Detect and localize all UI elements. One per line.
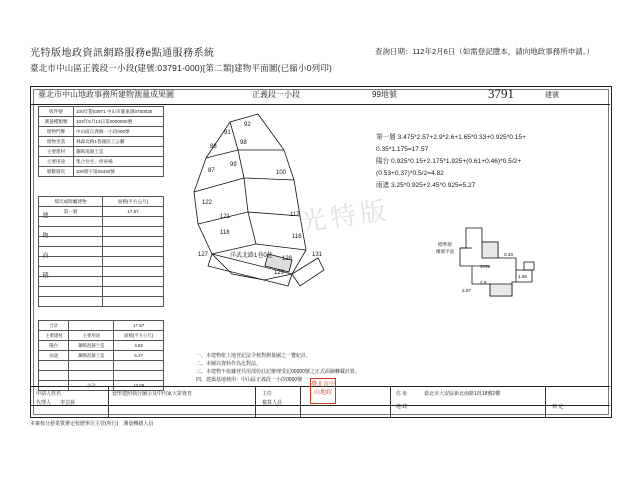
plan-label: 122 — [202, 200, 213, 206]
info-value: 鋼筋混凝土造 — [74, 147, 164, 157]
floor-plan-label: 標準層 — [438, 242, 452, 247]
area-row-name — [39, 257, 103, 267]
info-value: 中山區正義路一小段000號 — [74, 127, 164, 137]
附屬-area-table — [38, 320, 164, 391]
table-row — [39, 127, 164, 137]
document-subtitle: 臺北市中山區正義段一小段(建號:03791-000)[第二類]建物平面圖(已縮小0列印) — [30, 63, 333, 73]
area-row-value — [102, 247, 163, 257]
info-label: 建物門牌 — [39, 127, 74, 137]
plan-label: 87 — [208, 168, 215, 174]
query-date: 查詢日期：112年2月6日（如需登記謄本，請向地政事務所申請。） — [375, 47, 595, 56]
info-value: 集合住宅、停車場 — [74, 157, 164, 167]
official-stamp: 臺北市中山地政 — [310, 378, 336, 404]
floor-plan-label: 0.33 — [504, 252, 513, 257]
plan-label: 88 — [210, 144, 217, 150]
plan-label: 118 — [220, 230, 230, 236]
table-row — [39, 117, 164, 127]
info-label: 主要用途 — [39, 157, 74, 167]
btab-c3: 4.82 — [114, 341, 164, 351]
divider — [255, 386, 256, 418]
area-row-value — [102, 277, 163, 287]
note-line: 三、本建物不依據登共用部份註記辦理受記00000號之正式面圖轉載計算。 — [196, 369, 360, 375]
table-row — [39, 361, 164, 371]
table-row — [39, 267, 164, 277]
btab-c2: 小計 — [69, 381, 114, 391]
table-row — [39, 207, 164, 217]
plan-label: 117 — [290, 212, 300, 218]
btab-c1 — [39, 371, 69, 381]
sheet-doc-title: 臺北市中山地政事務所建物測量成果圖 — [38, 90, 174, 99]
btab-c3: 5.27 — [114, 351, 164, 361]
divider — [108, 386, 109, 418]
plan-label: 121 — [220, 214, 231, 220]
area-calculation-block — [376, 132, 588, 192]
btab-c1 — [39, 361, 69, 371]
area-row-name — [39, 247, 103, 257]
area-row-name — [39, 237, 103, 247]
table-row — [39, 167, 164, 177]
agent-label: 代理人 — [36, 400, 52, 406]
area-row-value — [102, 297, 163, 307]
area-row-value — [102, 217, 163, 227]
area-row-value — [102, 237, 163, 247]
plan-label: 127 — [198, 252, 209, 258]
area-row-value — [102, 287, 163, 297]
area-row-name — [39, 217, 103, 227]
note-line: 四、建築基地使用：中山區正義段一小段0000號 — [196, 377, 303, 383]
area-row-value — [102, 257, 163, 267]
plan-label: 116 — [292, 234, 302, 240]
plan-label: 洋武北路1巷0巷 — [230, 253, 273, 259]
plan-label: 129 — [274, 270, 285, 276]
info-label: 測量種類號 — [39, 117, 74, 127]
btab-c2: 主要用途 — [69, 331, 114, 341]
area-row-value — [102, 227, 163, 237]
info-label: 建物坐落 — [39, 137, 74, 147]
btab-c2: 鋼筋混凝土造 — [69, 341, 114, 351]
note-line: 二、本圖以資料作為比對法。 — [196, 361, 262, 367]
building-info-table — [38, 106, 164, 177]
floor-plan-label: 2.9 — [480, 280, 487, 285]
floor-plan-label: 1.65 — [518, 274, 527, 279]
sheet-lot-unit: 建號 — [545, 92, 559, 99]
btab-c3: 10.09 — [114, 381, 164, 391]
area-row-value: 17.57 — [102, 207, 163, 217]
chief-label: 主任 — [262, 391, 273, 397]
calc-line: (0.53+0.37)*0.5/2=4.82 — [376, 170, 444, 177]
sheet-lot-label: 99地號 — [372, 90, 397, 99]
review-label: 複算人員 — [262, 400, 283, 406]
area-row-value — [102, 267, 163, 277]
vertical-label-object: 物 — [41, 232, 47, 240]
area-row-name — [39, 267, 103, 277]
btab-c2 — [69, 361, 114, 371]
btab-c2: 鋼筋混凝土造 — [69, 351, 114, 361]
vertical-label-area2: 積 — [41, 272, 47, 280]
info-label: 收件號 — [39, 107, 74, 117]
address-label: 住 址 — [396, 391, 408, 397]
vertical-label-area1: 面 — [41, 252, 47, 260]
floor-plan-label: 2.57 — [462, 288, 471, 293]
table-row — [39, 237, 164, 247]
btab-c3: 面積(平方公尺) — [114, 331, 164, 341]
btab-c1: 主要建材 — [39, 331, 69, 341]
agent-value: 李芸蕎 — [60, 400, 76, 406]
applicant-label: 申請人姓名 — [36, 391, 62, 397]
info-value: 100年製03971 中山市臺東測0700030 — [74, 107, 164, 117]
watermark: 光特版 — [298, 195, 392, 238]
plan-label: 100 — [276, 170, 287, 176]
area-table — [38, 196, 164, 307]
check-label: 核 定 — [552, 404, 564, 410]
area-col-header-value: 面積(平方公尺) — [102, 197, 163, 207]
table-row — [39, 227, 164, 237]
note-line: 一、本建物依土地登記法令核對測量圖之一覽紀計。 — [196, 353, 312, 359]
sheet-lot-number: 3791 — [488, 86, 514, 101]
divider — [390, 386, 391, 418]
table-row — [39, 351, 164, 361]
info-value: 106層字第03330號 — [74, 167, 164, 177]
info-value: 林森北路1巷國民工公廳 — [74, 137, 164, 147]
floor-plan-label: 樓層平面 — [436, 249, 455, 254]
footer-note: 本案核分藝業質辦定校歷單位主管(所行) 測量轉繕人員 — [30, 421, 154, 427]
area-row-name — [39, 287, 103, 297]
btab-c1: 合計 — [39, 321, 69, 331]
info-label: 主要建材 — [39, 147, 74, 157]
address-value: 臺北市大安區新北南路1段18號2樓 — [424, 391, 501, 397]
area-row-name: 第一層 — [39, 207, 103, 217]
land-label: 地 政 — [396, 404, 408, 410]
table-row — [39, 321, 164, 331]
table-row — [39, 157, 164, 167]
table-row — [39, 331, 164, 341]
table-header-row — [39, 197, 164, 207]
table-row — [39, 371, 164, 381]
divider — [300, 386, 301, 418]
table-row — [39, 147, 164, 157]
plan-label: 91 — [224, 130, 231, 136]
btab-c3: 17.57 — [114, 321, 164, 331]
calc-line: 0.35*1.175=17.57 — [376, 146, 429, 153]
area-row-name — [39, 227, 103, 237]
btab-c1: 陽台 — [39, 341, 69, 351]
btab-c2 — [69, 321, 114, 331]
calc-line: 雨遮 3.25*0.925+2.45*0.925=5.27 — [376, 182, 476, 189]
area-col-header-name: 層次或附屬建物 — [39, 197, 103, 207]
table-row — [39, 297, 164, 307]
area-row-name — [39, 297, 103, 307]
footer-row — [30, 404, 610, 418]
table-row — [39, 247, 164, 257]
plan-label: 99 — [230, 162, 237, 168]
plan-label: 98 — [240, 140, 247, 146]
system-title: 光特版地政資訊網路服務e點通服務系統 — [30, 48, 215, 59]
table-row — [39, 217, 164, 227]
plan-label: 128 — [282, 256, 293, 262]
table-row — [39, 137, 164, 147]
floor-plan-label: 3791 — [480, 264, 491, 269]
btab-c1: 雨遮 — [39, 351, 69, 361]
info-label: 層數層次 — [39, 167, 74, 177]
btab-c2 — [69, 371, 114, 381]
sheet-section-title: 正義段一小段 — [252, 90, 300, 99]
table-row — [39, 341, 164, 351]
btab-c3 — [114, 371, 164, 381]
table-row — [39, 257, 164, 267]
floor-plan-detail — [420, 218, 580, 318]
plan-label: 131 — [312, 252, 323, 258]
vertical-label-building: 建 — [41, 212, 47, 220]
info-value: 103年5月13日第0000000號 — [74, 117, 164, 127]
table-row — [39, 287, 164, 297]
calc-line: 陽台 0.925*0.15+2.175*1.925+(0.61+0.46)*0.5/2+ — [376, 158, 522, 165]
table-row — [39, 107, 164, 117]
area-row-name — [39, 277, 103, 287]
btab-c3 — [114, 361, 164, 371]
table-row — [39, 277, 164, 287]
plan-label: 92 — [244, 122, 251, 128]
divider — [545, 386, 546, 418]
applicant-note: 套形建照執行圖示及中丙家大眾資育 — [112, 391, 193, 397]
calc-line: 第一層 3.475*2.57+2.9*2.6+1.65*0.33+0.925*0.15+ — [376, 134, 526, 141]
